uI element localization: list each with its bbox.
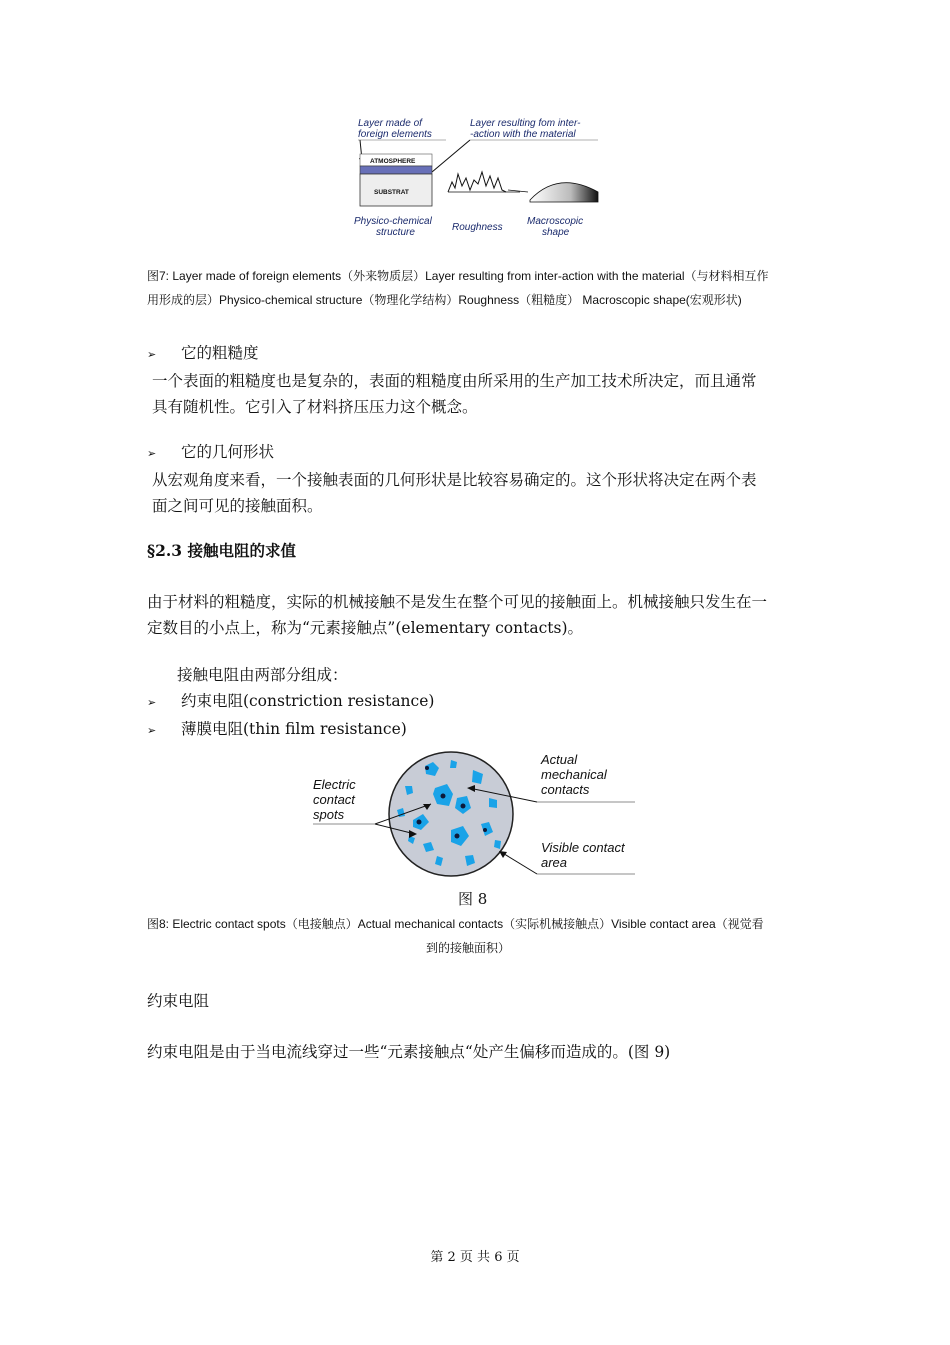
component-item-thin-film	[147, 716, 827, 744]
visible-contact-area-circle	[389, 752, 513, 876]
elementary-contacts-paragraph	[147, 589, 827, 641]
roughness-profile	[448, 172, 506, 192]
physico-label-line2: structure	[376, 227, 415, 238]
foreign-layer-label-line2: foreign elements	[358, 129, 432, 140]
constriction-text: 约束电阻是由于当电流线穿过一些“元素接触点“处产生偏移而造成的。(图 9)	[147, 1043, 671, 1061]
figure-7-caption	[147, 264, 827, 312]
component-item-label: 薄膜电阻(thin film resistance)	[180, 720, 407, 738]
figure-7-caption-line2: 用形成的层）Physico-chemical structure（物理化学结构）Roughness（粗糙度） Macroscopic shape(宏观形状)	[147, 293, 742, 307]
geometry-section	[147, 439, 827, 519]
foreign-layer-band	[360, 166, 432, 174]
foreign-layer-label-line1: Layer made of	[358, 118, 422, 129]
figure-8-number: 图 8	[458, 890, 488, 908]
roughness-text-line2: 具有随机性。它引入了材料挤压压力这个概念。	[152, 398, 478, 416]
visible-pointer	[501, 852, 537, 874]
actual-label-line2: mechanical	[541, 767, 607, 782]
interaction-pointer	[432, 140, 470, 172]
geometry-text-line1: 从宏观角度来看，一个接触表面的几何形状是比较容易确定的。这个形状将决定在两个表	[152, 471, 757, 489]
components-list	[147, 662, 827, 744]
physico-label-line1: Physico-chemical	[354, 216, 432, 227]
figure-8-caption-line2: 到的接触面积）	[426, 941, 511, 955]
actual-label-line3: contacts	[541, 782, 590, 797]
page-footer: 第 2 页 共 6 页	[430, 1250, 520, 1265]
substrat-label: SUBSTRAT	[374, 189, 409, 196]
visible-label-line1: Visible contact	[541, 840, 625, 855]
roughness-heading-row	[147, 340, 827, 368]
figure-8-diagram	[305, 748, 645, 883]
bullet-icon: ➢	[147, 724, 157, 737]
macroscopic-shape	[530, 183, 598, 202]
roughness-text-line1: 一个表面的粗糙度也是复杂的，表面的粗糙度由所采用的生产加工技术所决定，而且通常	[152, 372, 757, 390]
visible-label-line2: area	[541, 855, 568, 870]
geometry-text-line2: 面之间可见的接触面积。	[152, 497, 323, 515]
figure-7-caption-line1: 图7: Layer made of foreign elements（外来物质层）Layer resulting from inter-action with the material（与材料相互作	[147, 269, 769, 283]
figure-7-diagram	[348, 112, 608, 242]
electric-label-line3: spots	[313, 807, 345, 822]
bullet-icon: ➢	[147, 696, 157, 709]
component-item-constriction	[147, 688, 827, 716]
roughness-heading: 它的粗糙度	[180, 344, 259, 362]
actual-label-line1: Actual	[541, 752, 578, 767]
atmosphere-label: ATMOSPHERE	[370, 158, 416, 165]
components-intro: 接触电阻由两部分组成：	[177, 666, 348, 684]
bullet-icon: ➢	[147, 447, 157, 460]
section-2-3-title: §2.3 接触电阻的求值	[147, 541, 296, 560]
bullet-icon: ➢	[147, 348, 157, 361]
interaction-layer-label-line1: Layer resulting fom inter-	[470, 118, 581, 129]
constriction-heading: 约束电阻	[147, 992, 210, 1010]
figure-8-caption-line1: 图8: Electric contact spots（电接触点）Actual mechanical contacts（实际机械接触点）Visible contact area（视觉看	[147, 917, 764, 931]
electric-label-line2: contact	[313, 792, 355, 807]
geometry-heading: 它的几何形状	[180, 443, 274, 461]
macroscopic-label-line1: Macroscopic	[527, 216, 584, 227]
interaction-layer-label-line2: -action with the material	[470, 129, 576, 140]
elementary-line2: 定数目的小点上，称为“元素接触点”(elementary contacts)。	[147, 619, 583, 637]
geometry-heading-row	[147, 439, 827, 467]
component-item-label: 约束电阻(constriction resistance)	[180, 692, 435, 710]
electric-label-line1: Electric	[313, 777, 356, 792]
figure-8-caption	[147, 912, 827, 960]
macroscopic-label-line2: shape	[542, 227, 570, 238]
elementary-line1: 由于材料的粗糙度，实际的机械接触不是发生在整个可见的接触面上。机械接触只发生在一	[147, 593, 768, 611]
roughness-label: Roughness	[452, 222, 503, 233]
roughness-section	[147, 340, 827, 420]
